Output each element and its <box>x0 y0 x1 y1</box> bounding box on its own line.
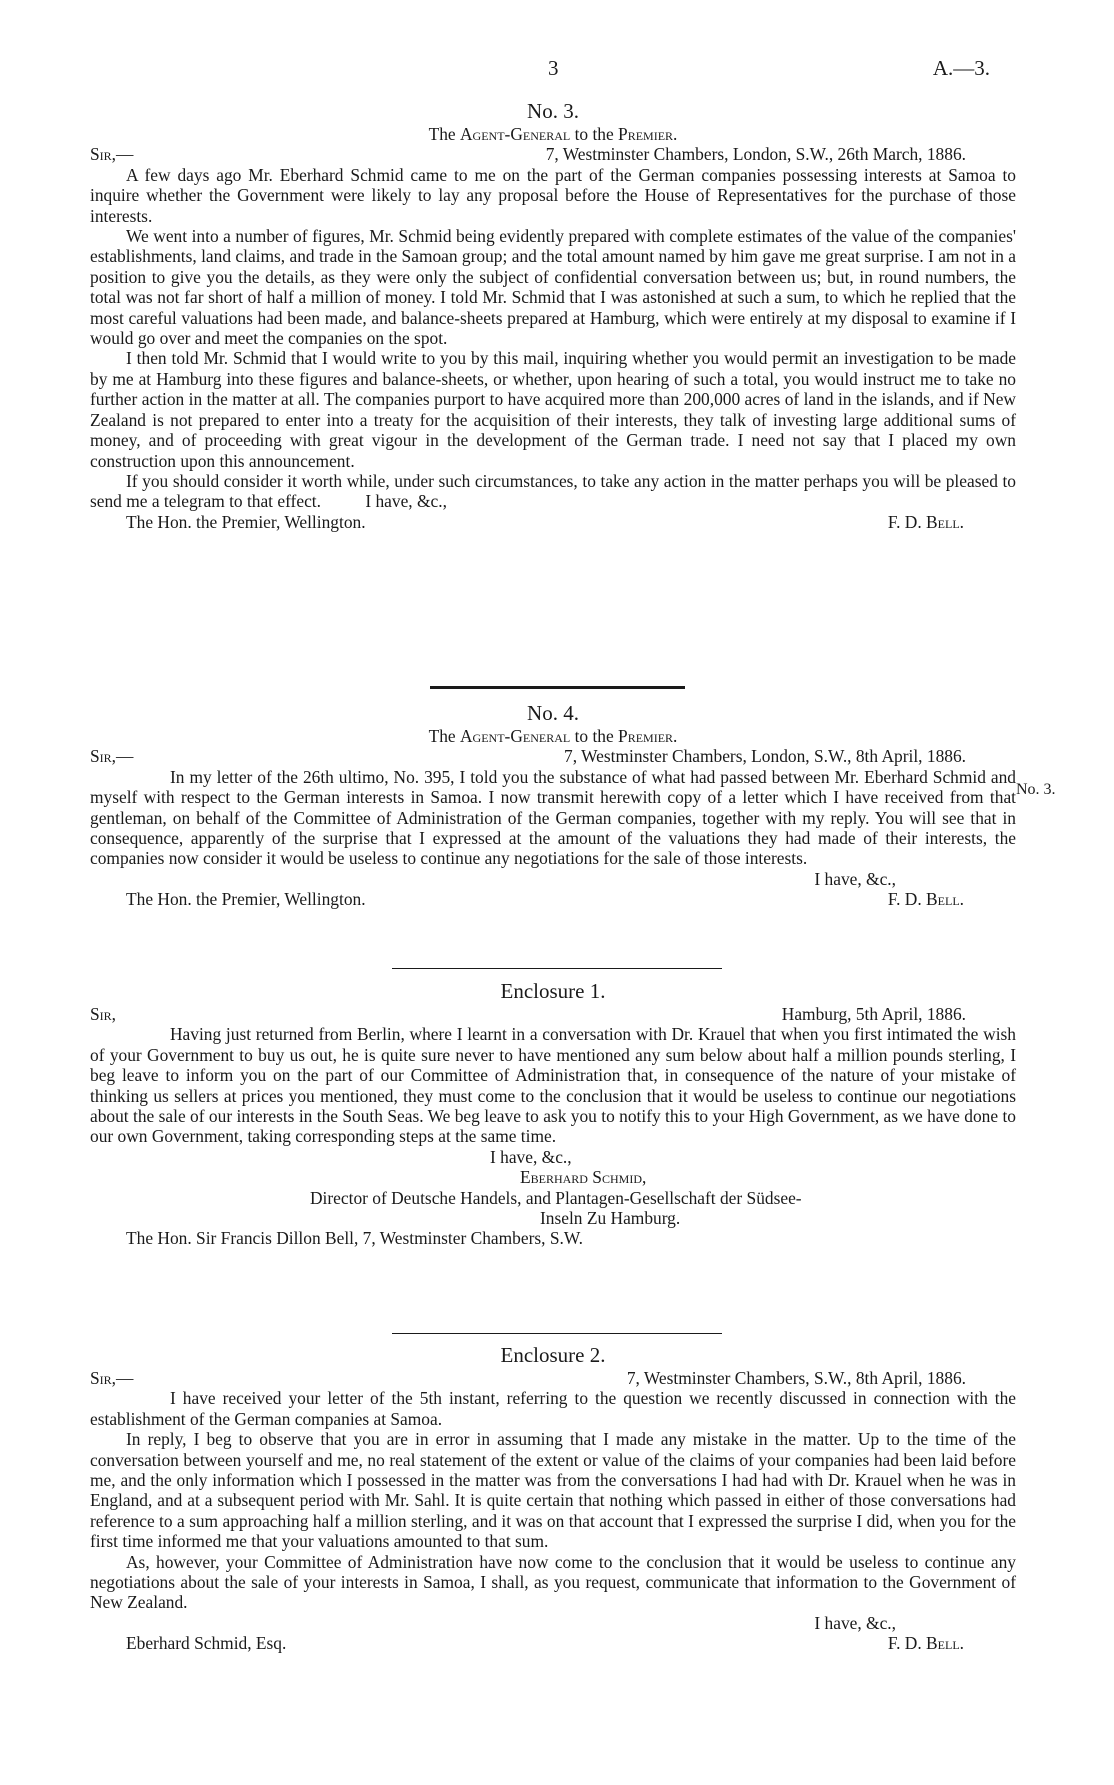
closing: I have, &c., <box>490 1146 572 1167</box>
signature: F. D. Bell. <box>887 511 964 532</box>
paragraph: We went into a number of figures, Mr. Schmid being evidently prepared with complete estimates of the value of the companies' establishments, land claims, and trade in the Samoan group; and the total amount named by him gave me great surprise. I am not in a position to give you the details, as they were only the subject of confidential conversation between us; but, in round numbers, the total was not far short of half a million of money. I told Mr. Schmid that I was astonished at such a sum, to which he replied that the most careful valuations had been made, and balance-sheets prepared at Hamburg, which were entirely at my disposal to examine if I would go over and meet the companies on the spot. <box>90 226 1016 349</box>
letter-no4-heading-line <box>90 746 1016 766</box>
enclosure-1-title: Enclosure 1. <box>500 979 606 1003</box>
letter-no3-title: No. 3. <box>527 99 579 123</box>
sender-address: 7, Westminster Chambers, London, S.W., 26th March, 1886. <box>545 144 966 165</box>
section-divider-rule <box>430 686 685 689</box>
section-divider <box>0 968 1114 969</box>
letter-no4-title: No. 4. <box>527 701 579 725</box>
letter-no3-heading-line <box>90 144 1016 164</box>
enclosure-1 <box>90 978 1016 1249</box>
section-divider <box>0 1333 1114 1334</box>
letter-no3-footer <box>90 512 1016 532</box>
margin-note: No. 3. <box>1016 781 1056 798</box>
subtitle-recipient: Premier. <box>618 124 678 144</box>
subtitle-sender: Agent-General <box>459 726 571 746</box>
closing: I have, &c., <box>814 1612 896 1633</box>
subtitle-article: The <box>428 124 460 144</box>
subtitle-recipient: Premier. <box>618 726 678 746</box>
section-divider-rule <box>392 1333 722 1334</box>
enclosure-2-title: Enclosure 2. <box>500 1343 606 1367</box>
addressee: The Hon. the Premier, Wellington. <box>126 511 366 532</box>
enclosure-2-heading-line <box>90 1368 1016 1388</box>
salutation: Sir,— <box>90 1368 134 1388</box>
subtitle-connector: to the <box>570 124 619 144</box>
addressee: Eberhard Schmid, Esq. <box>126 1633 287 1654</box>
closing: I have, &c., <box>365 491 447 512</box>
page-number: 3 <box>548 56 559 80</box>
salutation: Sir,— <box>90 144 134 165</box>
paragraph: In my letter of the 26th ultimo, No. 395, I told you the substance of what had passed between Mr. Eberhard Schmid and myself with respect to the German interests in Samoa. I now transmit herewith copy of a letter which I have received from that gentleman, on behalf of the Committee of Administration of the German companies, together with my reply. You will see that in consequence, apparently of the surprise that I expressed at the amount of the valuations they had made of their interests, the companies now consider it would be useless to continue any negotiations for the sale of those interests. <box>90 766 1016 869</box>
sender-address: 7, Westminster Chambers, S.W., 8th April, 1886. <box>626 1368 966 1388</box>
addressee: The Hon. the Premier, Wellington. <box>126 889 366 910</box>
paragraph <box>90 471 1016 512</box>
document-reference: A.—3. <box>932 56 990 80</box>
letter-no3 <box>90 98 1016 532</box>
signatory-title: Director of Deutsche Handels, and Plantagen-Gesellschaft der Südsee- <box>310 1187 802 1208</box>
paragraph: Having just returned from Berlin, where I learnt in a conversation with Dr. Krauel that when you first intimated the wish of your Government to buy us out, he is quite sure never to have mentioned any sum below about half a million pounds sterling, I beg leave to inform you on the part of our Committee of Administration that, in consequence of the nature of your mistake of thinking us sellers at prices you mentioned, they must come to the conclusion that it would be useless to continue our negotiations about the sale of our interests in the South Seas. We beg leave to ask you to notify this to your High Government, as we have done to our own Government, taking corresponding steps at the same time. <box>90 1024 1016 1147</box>
signature: Eberhard Schmid, <box>520 1167 647 1188</box>
sender-address: 7, Westminster Chambers, London, S.W., 8th April, 1886. <box>564 746 966 767</box>
letter-no4-subtitle <box>90 726 1016 746</box>
sender-address: Hamburg, 5th April, 1886. <box>781 1004 966 1024</box>
section-divider <box>0 686 1114 689</box>
enclosure-2 <box>90 1342 1016 1654</box>
letter-no3-subtitle <box>90 124 1016 144</box>
enclosure-1-heading-line <box>90 1004 1016 1024</box>
signature: F. D. Bell. <box>887 889 964 910</box>
closing: I have, &c., <box>814 868 896 889</box>
section-divider-rule <box>392 968 722 969</box>
salutation: Sir,— <box>90 746 134 767</box>
subtitle-article: The <box>428 726 460 746</box>
letter-no4-footer <box>90 889 1016 909</box>
signature: F. D. Bell. <box>887 1633 964 1654</box>
enclosure-2-footer <box>90 1633 1016 1653</box>
subtitle-connector: to the <box>570 726 619 746</box>
subtitle-sender: Agent-General <box>459 124 571 144</box>
paragraph: In reply, I beg to observe that you are in error in assuming that I made any mistake in the matter. Up to the time of the conversation between yourself and me, no real statement of the extent or value of the claims of your companies had been laid before me, and the only information which I possessed in the matter was from the conversations I had had with Dr. Krauel when he was in England, and at a subsequent period with Mr. Sahl. It is quite certain that nothing which passed in either of those conversations had reference to a sum approaching half a million sterling, and it was on that account that I expressed the surprise I did, when you for the first time informed me that your valuations amounted to that sum. <box>90 1429 1016 1552</box>
addressee: The Hon. Sir Francis Dillon Bell, 7, Westminster Chambers, S.W. <box>126 1228 584 1249</box>
paragraph: A few days ago Mr. Eberhard Schmid came to me on the part of the German companies possessing interests at Samoa to inquire whether the Government were likely to lay any proposal before the House of Representatives for the purchase of those interests. <box>90 164 1016 226</box>
letter-no4 <box>90 700 1016 910</box>
paragraph: As, however, your Committee of Administration have now come to the conclusion that it would be useless to continue any negotiations about the sale of your interests in Samoa, I shall, as you request, communicate that information to the Government of New Zealand. <box>90 1551 1016 1613</box>
paragraph: I then told Mr. Schmid that I would write to you by this mail, inquiring whether you would permit an investigation to be made by me at Hamburg into these figures and balance-sheets, or whether, upon hearing of such a total, you would instruct me to take no further action in the matter at all. The companies purport to have acquired more than 200,000 acres of land in the islands, and if New Zealand is not prepared to enter into a treaty for the acquisition of their interests, they talk of investing large additional sums of money, and of proceeding with great vigour in the development of the German trade. I need not say that I placed my own construction upon this announcement. <box>90 348 1016 471</box>
paragraph: I have received your letter of the 5th instant, referring to the question we recently discussed in connection with the establishment of the German companies at Samoa. <box>90 1388 1016 1429</box>
salutation: Sir, <box>90 1004 117 1024</box>
signatory-title-continued: Inseln Zu Hamburg. <box>540 1208 681 1229</box>
paragraph-text: If you should consider it worth while, under such circumstances, to take any action in the matter perhaps you will be pleased to send me a telegram to that effect. <box>90 470 1016 512</box>
